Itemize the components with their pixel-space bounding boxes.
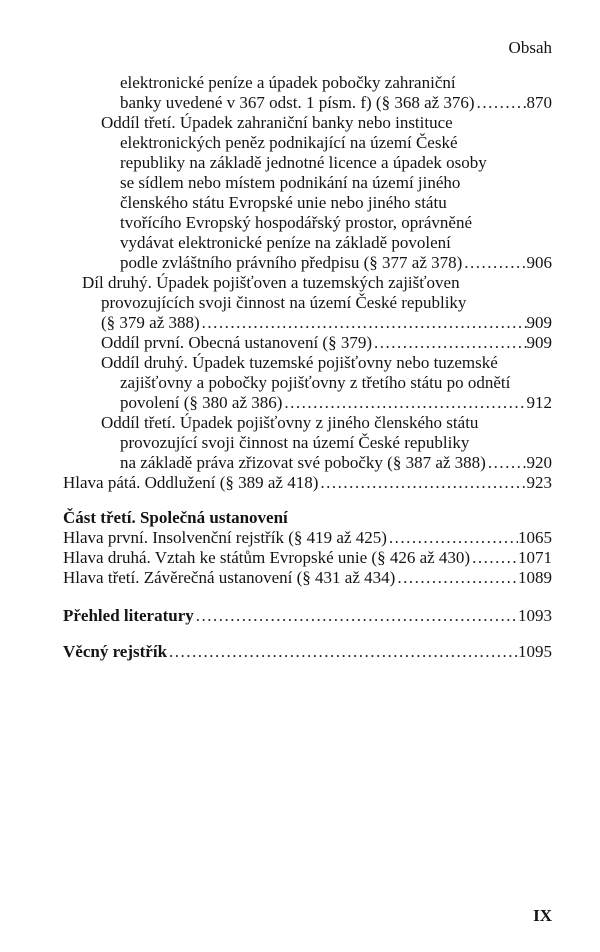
toc-line — [120, 193, 552, 213]
dot-leader — [475, 93, 527, 113]
toc-line — [120, 173, 552, 193]
toc-page-number: 1095 — [518, 642, 552, 661]
toc-page-number: 923 — [526, 473, 552, 492]
toc-line — [120, 73, 552, 93]
toc-line — [63, 528, 552, 548]
toc-page-number: 920 — [526, 453, 552, 472]
toc-page-number: 909 — [526, 333, 552, 352]
toc-entry-text: Oddíl první. Obecná ustanovení (§ 379) — [101, 333, 372, 352]
toc-entry-text: povolení (§ 380 až 386) — [120, 393, 283, 412]
toc-entry-text: Oddíl třetí. Úpadek pojišťovny z jiného členského státu — [101, 413, 479, 432]
dot-leader — [395, 568, 518, 588]
toc-entry-text: Hlava první. Insolvenční rejstřík (§ 419 až 425) — [63, 528, 387, 547]
dot-leader — [387, 528, 518, 548]
toc-line — [120, 153, 552, 173]
toc-line — [120, 93, 552, 113]
toc-entry-text: republiky na základě jednotné licence a úpadek osoby — [120, 153, 487, 172]
toc-line — [63, 606, 552, 626]
toc-entry-text: zajišťovny a pobočky pojišťovny z třetího státu po odnětí — [120, 373, 511, 392]
dot-leader — [470, 548, 518, 568]
toc-entry-text: (§ 379 až 388) — [101, 313, 200, 332]
toc-entry-text: elektronických peněz podnikající na území České — [120, 133, 458, 152]
dot-leader — [282, 393, 526, 413]
toc-page-number: 906 — [526, 253, 552, 272]
toc-page-number: 909 — [526, 313, 552, 332]
toc-page-number: 1093 — [518, 606, 552, 625]
dot-leader — [167, 642, 518, 662]
toc-line — [120, 253, 552, 273]
toc-entry-text: Díl druhý. Úpadek pojišťoven a tuzemských zajišťoven — [82, 273, 460, 292]
toc-entry-text: se sídlem nebo místem podnikání na území jiného — [120, 173, 461, 192]
dot-leader — [194, 606, 518, 626]
toc-part-heading — [63, 508, 552, 528]
toc-entry-text: na základě práva zřizovat své pobočky (§ 387 až 388) — [120, 453, 486, 472]
dot-leader — [318, 473, 526, 493]
toc-line — [63, 568, 552, 588]
toc-entry-text: provozující svoji činnost na území České republiky — [120, 433, 470, 452]
toc-line — [120, 213, 552, 233]
toc-page-number: 1089 — [518, 568, 552, 587]
toc-entry-text: Část třetí. Společná ustanovení — [63, 508, 288, 527]
toc-line — [120, 133, 552, 153]
running-header: Obsah — [508, 38, 552, 57]
toc-entry-text: tvořícího Evropský hospodářský prostor, oprávněné — [120, 213, 473, 232]
toc-line — [101, 353, 552, 373]
toc-line — [120, 233, 552, 253]
toc-line — [120, 393, 552, 413]
toc-line — [101, 113, 552, 133]
toc-entry-text: Přehled literatury — [63, 606, 194, 625]
toc-line — [63, 473, 552, 493]
toc-line — [120, 433, 552, 453]
dot-leader — [372, 333, 527, 353]
toc-entry-text: členského státu Evropské unie nebo jiného státu — [120, 193, 447, 212]
toc-page-number: 1065 — [518, 528, 552, 547]
toc-entry-text: elektronické peníze a úpadek pobočky zahraniční — [120, 73, 456, 92]
toc-entry-text: Hlava pátá. Oddlužení (§ 389 až 418) — [63, 473, 319, 492]
toc-entry-text: Oddíl druhý. Úpadek tuzemské pojišťovny nebo tuzemské — [101, 353, 498, 372]
toc-entry-text: vydávat elektronické peníze na základě povolení — [120, 233, 451, 252]
toc-line — [82, 273, 552, 293]
toc-line — [63, 642, 552, 662]
toc-line — [101, 313, 552, 333]
toc-line — [101, 293, 552, 313]
toc-page-number: 1071 — [518, 548, 552, 567]
toc-page-number: 912 — [526, 393, 552, 412]
toc-entry-text: Hlava druhá. Vztah ke státům Evropské unie (§ 426 až 430) — [63, 548, 471, 567]
toc-entry-text: Oddíl třetí. Úpadek zahraniční banky nebo instituce — [101, 113, 453, 132]
toc-entry-text: banky uvedené v 367 odst. 1 písm. f) (§ 368 až 376) — [120, 93, 475, 112]
toc-entry-text: Hlava třetí. Závěrečná ustanovení (§ 431 až 434) — [63, 568, 396, 587]
toc-line — [120, 373, 552, 393]
toc-entry-text: provozujících svoji činnost na území České republiky — [101, 293, 467, 312]
page-number: IX — [533, 906, 552, 925]
dot-leader — [486, 453, 527, 473]
toc-entry-text: podle zvláštního právního předpisu (§ 377 až 378) — [120, 253, 463, 272]
toc-line — [101, 333, 552, 353]
dot-leader — [200, 313, 527, 333]
dot-leader — [462, 253, 526, 273]
toc-line — [63, 548, 552, 568]
toc-line — [101, 413, 552, 433]
toc-page-number: 870 — [526, 93, 552, 112]
toc-line — [120, 453, 552, 473]
toc-entry-text: Věcný rejstřík — [63, 642, 168, 661]
